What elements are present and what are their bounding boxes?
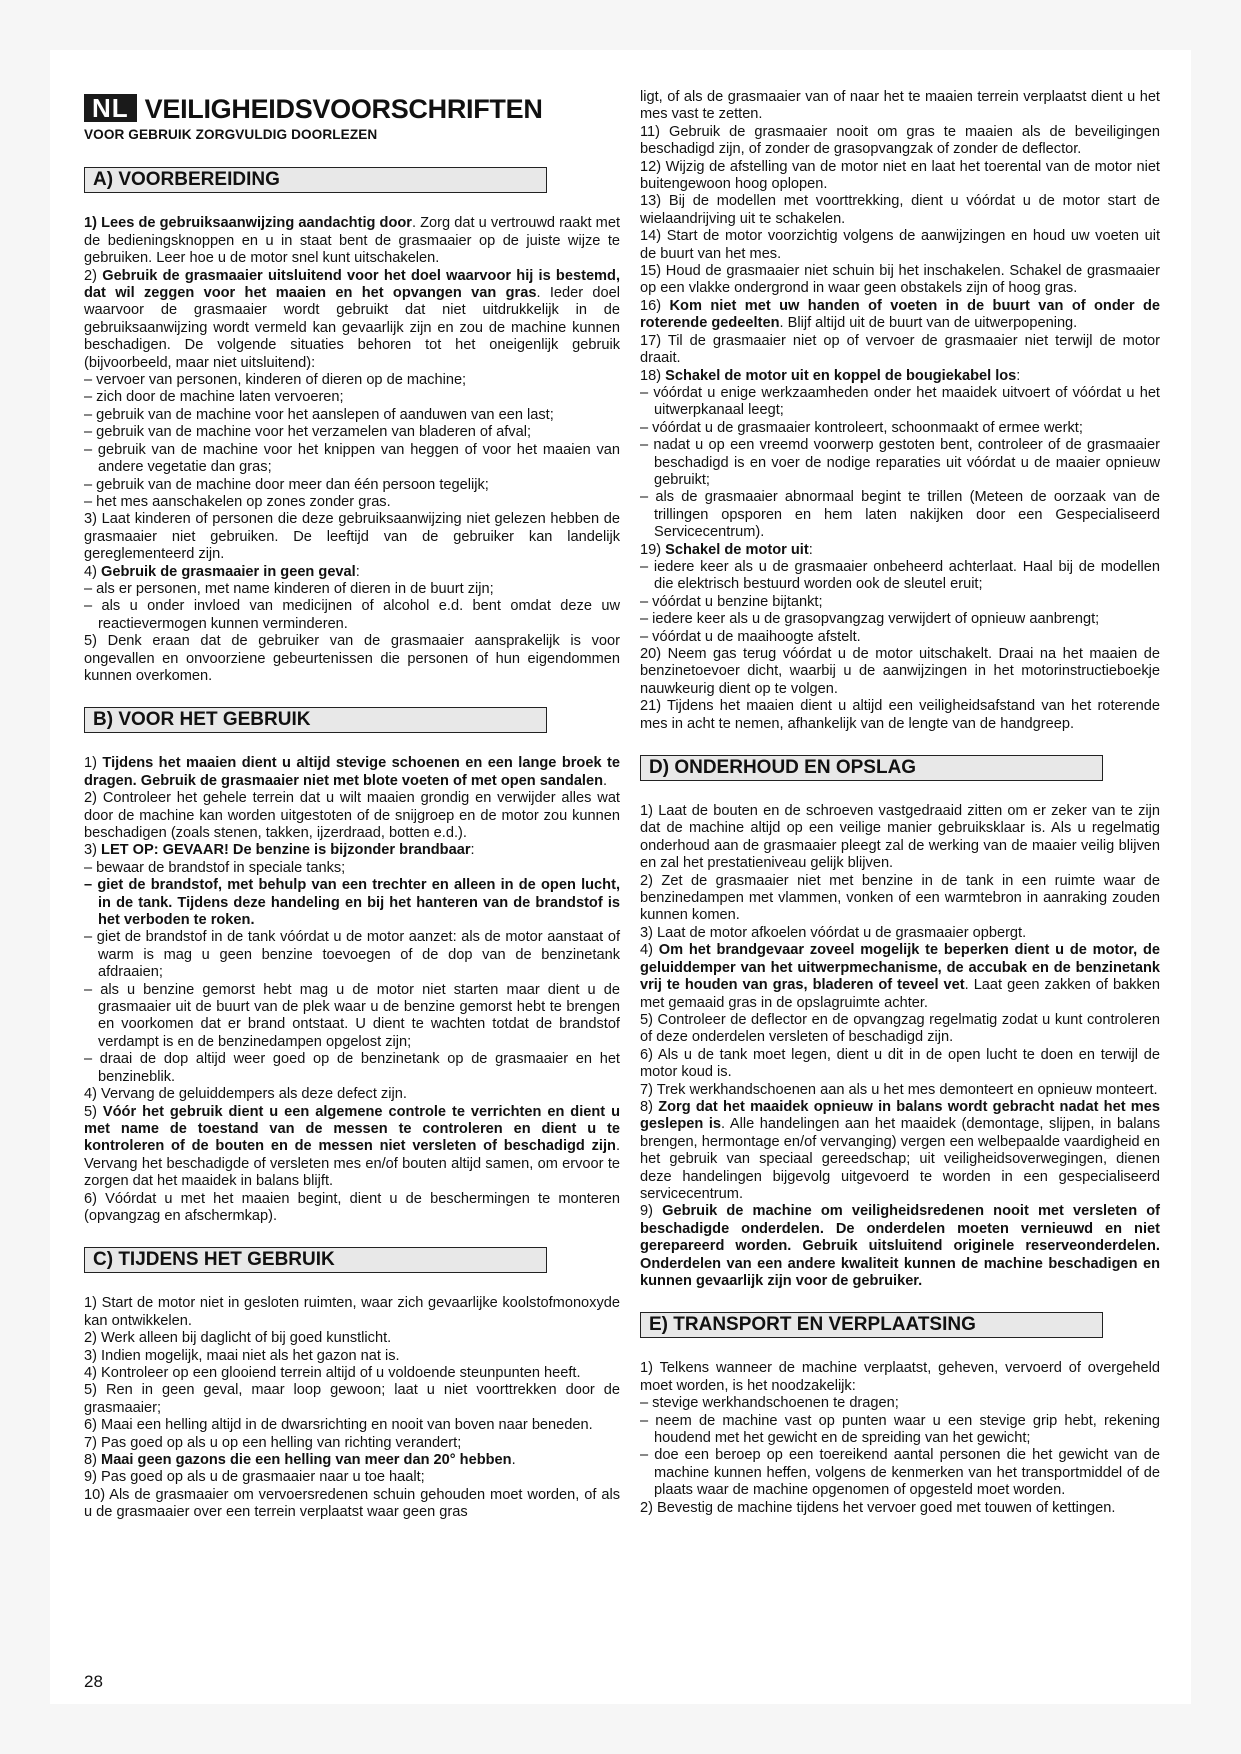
list-item: – vóórdat u de grasmaaier kontroleert, schoonmaakt of ermee werkt; — [640, 419, 1083, 436]
list-item: – gebruik van de machine voor het aanslepen of aanduwen van een last; — [84, 406, 554, 423]
paragraph — [84, 1452, 620, 1469]
list-item: – als er personen, met name kinderen of dieren in de buurt zijn; — [84, 580, 494, 597]
list-item: – vóórdat u de maaihoogte afstelt. — [640, 628, 861, 645]
bold-text: Vóór het gebruik dient u een algemene controle te verrichten en dient u met name de toestand van de messen te controleren en dient u te kontroleren of de bouten en de messen niet versleten of beschadigd zijn — [84, 1103, 620, 1155]
text: : — [808, 541, 813, 558]
paragraph: 20) Neem gas terug vóórdat u de motor uitschakelt. Draai na het maaien de benzinetoevoer dicht, waarbij u de aanwijzingen in het motorinstructieboekje nauwkeurig dient op te volgen. — [640, 646, 1160, 697]
list-item: – giet de brandstof in de tank vóórdat u de motor aanzet: als de motor aanstaat of warm is mag u geen benzine toevoegen of de dop van de benzinetank afdraaien; — [84, 929, 620, 981]
paragraph — [640, 942, 1160, 1012]
bold-text: – giet de brandstof, met behulp van een trechter en alleen in de open lucht, in de tank. Tijdens deze handeling en bij het hanteren van de brandstof is het verboden te roken. — [84, 877, 620, 929]
paragraph — [640, 1203, 1160, 1290]
paragraph — [640, 298, 1160, 333]
list-item: – vervoer van personen, kinderen of dieren op de machine; — [84, 372, 467, 389]
paragraph: 2) Zet de grasmaaier niet met benzine in de tank in een ruimte waar de benzinedampen met vlammen, vonken of een warmtebron in aanraking zouden kunnen komen. — [640, 872, 1160, 924]
text: 8) — [84, 1452, 102, 1468]
list-item: – bewaar de brandstof in speciale tanks; — [84, 859, 346, 876]
paragraph: 3) Laat kinderen of personen die deze gebruiksaanwijzing niet gelezen hebben de grasmaaier niet gebruiken. De leeftijd van de gebruiker kan landelijk gereglementeerd zijn. — [84, 511, 620, 563]
text: 5) — [84, 1103, 103, 1120]
text: 9) — [640, 1203, 663, 1220]
paragraph — [640, 368, 1160, 385]
text: 3) — [84, 842, 102, 859]
section-c-heading: C) TIJDENS HET GEBRUIK — [84, 1247, 547, 1273]
paragraph: 6) Vóórdat u met het maaien begint, dient u de beschermingen te monteren (opvangzag en afschermkap). — [84, 1190, 620, 1224]
paragraph: 3) Indien mogelijk, maai niet als het gazon nat is. — [84, 1347, 400, 1364]
paragraph: 5) Controleer de deflector en de opvangzag regelmatig zodat u kunt controleren of deze onderdelen versleten of beschadigd zijn. — [640, 1011, 1160, 1046]
text: 18) — [640, 367, 666, 384]
paragraph: 1) Telkens wanneer de machine verplaatst, geheven, vervoerd of overgeheld moet worden, is het noodzakelijk: — [640, 1360, 1160, 1394]
section-e-heading: E) TRANSPORT EN VERPLAATSING — [640, 1312, 1103, 1338]
text: : — [355, 563, 360, 580]
text: . Ieder doel waarvoor de grasmaaier wordt gebruikt dat niet uitdrukkelijk in de gebruiksaanwijzing wordt vermeld kan gevaarlijk zijn en zou de machine kunnen beschadigen. De volgende situaties behoren tot het oneigenlijk gebruik (bijvoorbeeld, maar niet uitsluitend): — [84, 285, 621, 371]
section-b-heading: B) VOOR HET GEBRUIK — [84, 707, 547, 733]
language-badge: NL — [84, 94, 137, 122]
text: . Zorg dat u vertrouwd raakt met de bedieningsknoppen en u in staat bent de grasmaaier op de juiste wijze te gebruiken. Leer hoe u de motor snel kunt uitschakelen. — [84, 215, 620, 267]
list-item: – iedere keer als u de grasmaaier onbeheerd achterlaat. Haal bij de modellen die elektrisch bestuurd worden ook de sleutel eruit; — [640, 558, 1160, 593]
paragraph: 17) Til de grasmaaier niet op of vervoer de grasmaaier niet terwijl de motor draait. — [640, 332, 1160, 367]
list-item: – gebruik van de machine door meer dan één persoon tegelijk; — [84, 476, 489, 493]
paragraph: 2) Bevestig de machine tijdens het vervoer goed met touwen of kettingen. — [640, 1499, 1116, 1516]
paragraph — [84, 1104, 620, 1191]
list-item: – als u onder invloed van medicijnen of alcohol e.d. bent omdat deze uw reactievermogen kunnen verminderen. — [84, 598, 620, 632]
list-item: – als u benzine gemorst hebt mag u de motor niet starten maar dient u de grasmaaier uit de buurt van de plek waar u de benzine gemorst hebt te brengen en voorkomen dat er brand ontstaat. U dient te wachten totdat de brandstof verdampt is en de benzinedampen opgelost zijn; — [84, 981, 620, 1050]
paragraph: 15) Houd de grasmaaier niet schuin bij het inschakelen. Schakel de grasmaaier op een vlakke ondergrond in waar geen obstakels zijn of hoog gras. — [640, 263, 1160, 297]
left-column — [84, 92, 620, 1522]
list-item: – als de grasmaaier abnormaal begint te trillen (Meteen de oorzaak van de trillingen opsporen en hem laten nakijken door een Gespecialiseerd Servicecentrum). — [640, 489, 1160, 541]
text: . Blijf altijd uit de buurt van de uitwerpopening. — [779, 315, 1078, 332]
bold-text: Maai geen gazons die een helling van meer dan 20° hebben — [101, 1452, 512, 1468]
text: 16) — [640, 297, 670, 314]
paragraph: 13) Bij de modellen met voorttrekking, dient u vóórdat u de motor start de wielaandrijving uit te schakelen. — [640, 193, 1160, 227]
text: 1) — [84, 755, 103, 772]
list-item: – neem de machine vast op punten waar u een stevige grip hebt, rekening houdend met het gewicht en de spreiding van het gewicht; — [640, 1412, 1160, 1447]
bold-text: LET OP: GEVAAR! De benzine is bijzonder brandbaar — [101, 842, 471, 859]
section-d-heading: D) ONDERHOUD EN OPSLAG — [640, 755, 1103, 781]
text: . Laat geen zakken of bakken met gemaaid gras in de opslagruimte achter. — [640, 977, 1161, 1011]
paragraph: ligt, of als de grasmaaier van of naar het te maaien terrein verplaatst dient u het mes vast te zetten. — [640, 89, 1160, 123]
bold-text: Schakel de motor uit en koppel de bougiekabel los — [665, 367, 1017, 384]
text: : — [470, 842, 475, 859]
paragraph: 1) Start de motor niet in gesloten ruimten, waar zich gevaarlijke koolstofmonoxyde kan ontwikkelen. — [84, 1295, 620, 1329]
paragraph: 5) Denk eraan dat de gebruiker van de grasmaaier aansprakelijk is voor ongevallen en onvoorziene gebeurtenissen die personen of hun eigendommen kunnen overkomen. — [84, 633, 620, 684]
paragraph — [84, 755, 620, 790]
list-item: – vóórdat u enige werkzaamheden onder het maaidek uitvoert of vóórdat u het uitwerpkanaal leegt; — [640, 384, 1160, 419]
list-item: – doe een beroep op een toereikend aantal personen die het gewicht van de machine kunnen heffen, volgens de kenmerken van het transportmiddel of de plaats waar de machine opgenomen of opgesteld moet worden. — [640, 1447, 1160, 1499]
bold-text: Tijdens het maaien dient u altijd stevige schoenen en een lange broek te dragen. Gebruik de grasmaaier niet met blote voeten of met open sandalen — [84, 755, 620, 789]
bold-text: Om het brandgevaar zoveel mogelijk te beperken dient u de motor, de geluiddemper van het uitwerpmechanisme, de accubak en de benzinetank vrij te houden van gras, bladeren of teveel vet — [640, 942, 1160, 994]
list-item: – nadat u op een vreemd voorwerp gestoten bent, controleer of de grasmaaier beschadigd is en voer de nodige reparaties uit vóórdat u de maaier opnieuw gebruikt; — [640, 437, 1160, 488]
text: 19) — [640, 541, 666, 558]
paragraph — [640, 542, 1160, 559]
paragraph: 4) Kontroleer op een glooiend terrein altijd of u voldoende steunpunten heeft. — [84, 1364, 581, 1381]
list-item: – stevige werkhandschoenen te dragen; — [640, 1395, 899, 1412]
bold-text: Gebruik de machine om veiligheidsredenen nooit met versleten of beschadigde onderdelen. De onderdelen moeten vernieuwd en niet gerepareerd worden. Gebruik uitsluitend originele reserveonderdelen. Onderdelen van een andere kwaliteit kunnen de machine beschadigen en kunnen gevaarlijk zijn voor de gebruiker. — [640, 1203, 1161, 1289]
text: 2) — [84, 267, 103, 284]
paragraph: 1) Laat de bouten en de schroeven vastgedraaid zitten om er zeker van te zijn dat de machine altijd op een veilige manier gebruiksklaar is. Als u regelmatig onderhoud aan de grasmaaier pleegt zal de werking van de maaier veilig blijven en zal het prestatieniveau gelijk blijven. — [640, 803, 1160, 872]
list-item: – het mes aanschakelen op zones zonder gras. — [84, 493, 391, 510]
paragraph: 10) Als de grasmaaier om vervoersredenen schuin gehouden moet worden, of als u de grasmaaier over een terrein verplaatst waar geen gras — [84, 1486, 620, 1521]
paragraph: 14) Start de motor voorzichtig volgens de aanwijzingen en houd uw voeten uit de buurt van het mes. — [640, 228, 1160, 262]
document-subtitle: VOOR GEBRUIK ZORGVULDIG DOORLEZEN — [84, 127, 378, 142]
paragraph: 12) Wijzig de afstelling van de motor niet en laat het toerental van de motor niet buitengewoon hoog oplopen. — [640, 158, 1160, 193]
paragraph — [84, 564, 620, 581]
list-item: – iedere keer als u de grasopvangzag verwijdert of opnieuw aanbrengt; — [640, 611, 1100, 628]
bold-text: Gebruik de grasmaaier uitsluitend voor het doel waarvoor hij is bestemd, dat wil zeggen voor het maaien en het opvangen van gras — [84, 267, 621, 302]
list-item: – vóórdat u benzine bijtankt; — [640, 593, 823, 610]
bold-text: Kom niet met uw handen of voeten in de buurt van of onder de roterende gedeelten — [640, 297, 1160, 332]
bold-text: Gebruik de grasmaaier in geen geval — [101, 563, 356, 580]
text: 8) — [640, 1098, 659, 1115]
paragraph: 5) Ren in geen geval, maar loop gewoon; laat u niet voorttrekken door de grasmaaier; — [84, 1382, 620, 1416]
document-title: VEILIGHEIDSVOORSCHRIFTEN — [144, 94, 543, 124]
bold-text: Schakel de motor uit — [665, 541, 809, 558]
text: 4) — [640, 942, 659, 959]
paragraph: 7) Pas goed op als u op een helling van richting verandert; — [84, 1434, 462, 1451]
paragraph — [84, 215, 620, 267]
right-column — [640, 89, 1160, 1517]
bold-text: Zorg dat het maaidek opnieuw in balans wordt gebracht nadat het mes geslepen is — [640, 1098, 1160, 1133]
bold-text: 1) Lees de gebruiksaanwijzing aandachtig door — [84, 215, 412, 232]
section-a-heading: A) VOORBEREIDING — [84, 167, 547, 193]
list-item: – draai de dop altijd weer goed op de benzinetank op de grasmaaier en het benzineblik. — [84, 1051, 620, 1085]
paragraph: 6) Maai een helling altijd in de dwarsrichting en nooit van boven naar beneden. — [84, 1417, 593, 1434]
document-page — [50, 50, 1191, 1704]
paragraph: 4) Vervang de geluiddempers als deze defect zijn. — [84, 1086, 407, 1103]
paragraph: 11) Gebruik de grasmaaier nooit om gras te maaien als de beveiligingen beschadigd zijn, of zonder de grasopvangzak of zonder de deflector. — [640, 123, 1160, 158]
paragraph: 3) Laat de motor afkoelen vóórdat u de grasmaaier opbergt. — [640, 924, 1027, 941]
text: . — [511, 1452, 516, 1468]
text: . Alle handelingen aan het maaidek (demontage, slijpen, in balans brengen, hermontage en/of vervanging) vergen een welbepaalde vaardigheid en het gebruik van speciaal gereedschap; uit veiligheidsoverwegingen, dienen deze handelingen bijgevolg uitgevoerd te worden in een gespecialiseerd servicecentrum. — [640, 1116, 1160, 1202]
list-item — [84, 877, 620, 929]
text: : — [1016, 367, 1021, 384]
text: . — [603, 772, 608, 789]
paragraph: 2) Werk alleen bij daglicht of bij goed kunstlicht. — [84, 1330, 392, 1347]
paragraph: 2) Controleer het gehele terrein dat u wilt maaien grondig en verwijder alles wat door de machine kan worden uitgestoten of de snijgroep en de motor zou kunnen beschadigen (zoals stenen, takken, ijzerdraad, botten e.d.). — [84, 790, 620, 841]
paragraph: 9) Pas goed op als u de grasmaaier naar u toe haalt; — [84, 1469, 425, 1486]
paragraph — [640, 1099, 1160, 1203]
document-header — [84, 92, 620, 126]
paragraph — [84, 842, 620, 859]
list-item: – gebruik van de machine voor het knippen van heggen of voor het maaien van andere vegetatie dan gras; — [84, 441, 620, 476]
list-item: – gebruik van de machine voor het verzamelen van bladeren of afval; — [84, 424, 531, 441]
paragraph: 7) Trek werkhandschoenen aan als u het mes demonteert en opnieuw monteert. — [640, 1081, 1158, 1098]
list-item: – zich door de machine laten vervoeren; — [84, 389, 344, 406]
paragraph — [84, 268, 620, 372]
text: . Vervang het beschadigde of versleten mes en/of bouten altijd samen, om ervoor te zorgen dat het maaidek in balans blijft. — [84, 1138, 620, 1190]
text: 4) — [84, 563, 102, 580]
paragraph: 21) Tijdens het maaien dient u altijd een veiligheidsafstand van het roterende mes in acht te nemen, afhankelijk van de lengte van de handgreep. — [640, 698, 1160, 732]
page-number: 28 — [84, 1672, 103, 1691]
paragraph: 6) Als u de tank moet legen, dient u dit in de open lucht te doen en terwijl de motor koud is. — [640, 1046, 1160, 1081]
